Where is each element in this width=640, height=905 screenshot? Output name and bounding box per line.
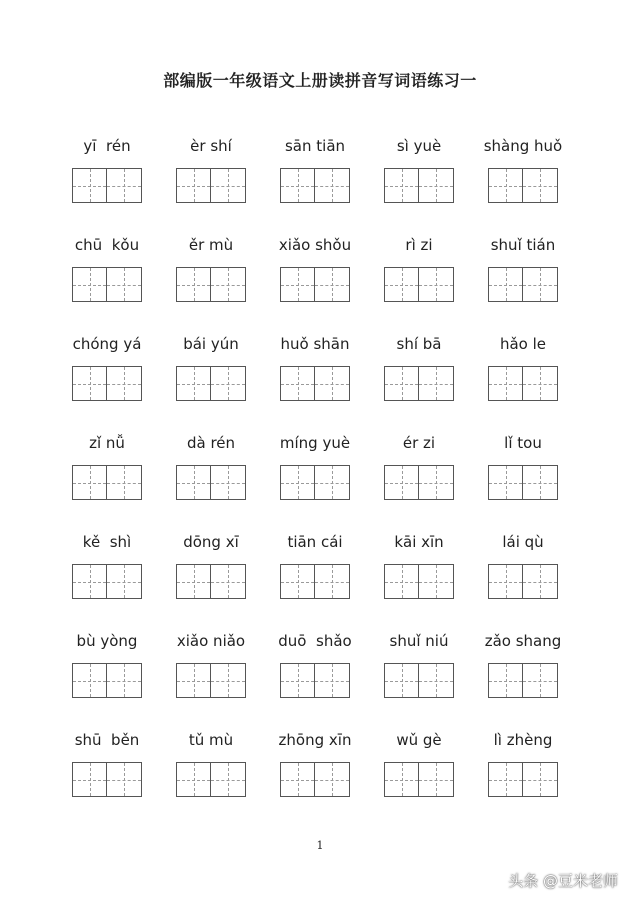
pinyin-label: sān tiān <box>284 137 346 155</box>
tianzige-box[interactable] <box>419 168 454 203</box>
writing-boxes <box>488 267 558 302</box>
tianzige-box[interactable] <box>176 168 211 203</box>
pinyin-label: dà rén <box>186 434 236 452</box>
tianzige-box[interactable] <box>72 366 107 401</box>
tianzige-box[interactable] <box>488 168 523 203</box>
writing-boxes <box>72 168 142 203</box>
tianzige-box[interactable] <box>176 762 211 797</box>
writing-boxes <box>384 267 454 302</box>
tianzige-box[interactable] <box>280 168 315 203</box>
word-item <box>55 330 159 429</box>
tianzige-box[interactable] <box>315 465 350 500</box>
tianzige-box[interactable] <box>488 663 523 698</box>
pinyin-label: shuǐ tián <box>490 236 556 254</box>
tianzige-box[interactable] <box>107 663 142 698</box>
writing-boxes <box>72 465 142 500</box>
pinyin-label: shí bā <box>396 335 442 353</box>
pinyin-label: zǎo shang <box>484 632 562 650</box>
writing-boxes <box>176 465 246 500</box>
tianzige-box[interactable] <box>384 168 419 203</box>
word-item <box>159 231 263 330</box>
pinyin-label: xiǎo niǎo <box>176 632 246 650</box>
pinyin-label: bù yòng <box>76 632 138 650</box>
word-item <box>471 726 575 825</box>
pinyin-label: shàng huǒ <box>483 137 563 155</box>
tianzige-box[interactable] <box>107 366 142 401</box>
watermark: 头条 @豆米老师 <box>508 872 618 890</box>
writing-boxes <box>72 663 142 698</box>
word-item <box>471 528 575 627</box>
writing-boxes <box>488 366 558 401</box>
writing-boxes <box>488 465 558 500</box>
word-item <box>367 429 471 528</box>
tianzige-box[interactable] <box>211 762 246 797</box>
pinyin-label: tǔ mù <box>188 731 234 749</box>
exercise-row <box>55 429 595 528</box>
pinyin-label: dōng xī <box>183 533 239 551</box>
exercise-row <box>55 528 595 627</box>
tianzige-box[interactable] <box>488 267 523 302</box>
writing-boxes <box>384 366 454 401</box>
tianzige-box[interactable] <box>523 762 558 797</box>
tianzige-box[interactable] <box>72 168 107 203</box>
tianzige-box[interactable] <box>176 366 211 401</box>
word-item <box>55 429 159 528</box>
tianzige-box[interactable] <box>523 267 558 302</box>
pinyin-label: lái qù <box>502 533 544 551</box>
word-item <box>263 528 367 627</box>
pinyin-exercise-grid <box>55 132 595 825</box>
tianzige-box[interactable] <box>315 564 350 599</box>
exercise-row <box>55 132 595 231</box>
tianzige-box[interactable] <box>419 663 454 698</box>
tianzige-box[interactable] <box>419 564 454 599</box>
pinyin-label: yī rén <box>83 137 131 155</box>
pinyin-label: kě shì <box>82 533 132 551</box>
tianzige-box[interactable] <box>384 465 419 500</box>
writing-boxes <box>176 267 246 302</box>
pinyin-label: chū kǒu <box>74 236 140 254</box>
pinyin-label: lì zhèng <box>493 731 553 749</box>
writing-boxes <box>176 762 246 797</box>
writing-boxes <box>280 762 350 797</box>
tianzige-box[interactable] <box>488 564 523 599</box>
exercise-row <box>55 726 595 825</box>
word-item <box>159 330 263 429</box>
pinyin-label: èr shí <box>190 137 232 155</box>
word-item <box>471 330 575 429</box>
tianzige-box[interactable] <box>384 564 419 599</box>
pinyin-label: bái yún <box>183 335 239 353</box>
page-title: 部编版一年级语文上册读拼音写词语练习一 <box>163 71 477 90</box>
pinyin-label: shuǐ niú <box>389 632 449 650</box>
tianzige-box[interactable] <box>315 366 350 401</box>
tianzige-box[interactable] <box>211 465 246 500</box>
word-item <box>471 429 575 528</box>
word-item <box>367 726 471 825</box>
word-item <box>263 627 367 726</box>
pinyin-label: sì yuè <box>396 137 442 155</box>
word-item <box>367 231 471 330</box>
tianzige-box[interactable] <box>211 366 246 401</box>
tianzige-box[interactable] <box>315 663 350 698</box>
tianzige-box[interactable] <box>280 663 315 698</box>
word-item <box>471 132 575 231</box>
pinyin-label: zhōng xīn <box>278 731 352 749</box>
page-number: 1 <box>316 839 324 852</box>
writing-boxes <box>72 267 142 302</box>
tianzige-box[interactable] <box>488 465 523 500</box>
writing-boxes <box>176 366 246 401</box>
pinyin-label: tiān cái <box>287 533 343 551</box>
word-item <box>55 627 159 726</box>
word-item <box>471 627 575 726</box>
exercise-row <box>55 330 595 429</box>
tianzige-box[interactable] <box>211 267 246 302</box>
pinyin-label: lǐ tou <box>504 434 542 452</box>
writing-boxes <box>280 465 350 500</box>
tianzige-box[interactable] <box>280 366 315 401</box>
tianzige-box[interactable] <box>72 465 107 500</box>
word-item <box>367 627 471 726</box>
writing-boxes <box>280 366 350 401</box>
word-item <box>159 627 263 726</box>
writing-boxes <box>488 663 558 698</box>
tianzige-box[interactable] <box>280 267 315 302</box>
word-item <box>263 132 367 231</box>
writing-boxes <box>280 564 350 599</box>
tianzige-box[interactable] <box>523 465 558 500</box>
tianzige-box[interactable] <box>523 168 558 203</box>
tianzige-box[interactable] <box>211 168 246 203</box>
tianzige-box[interactable] <box>488 366 523 401</box>
tianzige-box[interactable] <box>107 168 142 203</box>
word-item <box>471 231 575 330</box>
pinyin-label: kāi xīn <box>394 533 444 551</box>
tianzige-box[interactable] <box>107 762 142 797</box>
tianzige-box[interactable] <box>280 564 315 599</box>
writing-boxes <box>72 366 142 401</box>
tianzige-box[interactable] <box>107 564 142 599</box>
pinyin-label: míng yuè <box>279 434 351 452</box>
writing-boxes <box>176 663 246 698</box>
pinyin-label: ěr mù <box>188 236 234 254</box>
word-item <box>55 132 159 231</box>
word-item <box>367 528 471 627</box>
tianzige-box[interactable] <box>176 564 211 599</box>
word-item <box>55 726 159 825</box>
tianzige-box[interactable] <box>523 564 558 599</box>
word-item <box>263 726 367 825</box>
tianzige-box[interactable] <box>384 267 419 302</box>
word-item <box>367 330 471 429</box>
tianzige-box[interactable] <box>419 762 454 797</box>
word-item <box>159 132 263 231</box>
pinyin-label: hǎo le <box>499 335 547 353</box>
word-item <box>263 330 367 429</box>
tianzige-box[interactable] <box>176 465 211 500</box>
writing-boxes <box>384 168 454 203</box>
tianzige-box[interactable] <box>280 762 315 797</box>
exercise-row <box>55 231 595 330</box>
tianzige-box[interactable] <box>315 267 350 302</box>
tianzige-box[interactable] <box>72 267 107 302</box>
word-item <box>367 132 471 231</box>
tianzige-box[interactable] <box>280 465 315 500</box>
tianzige-box[interactable] <box>176 663 211 698</box>
word-item <box>159 528 263 627</box>
tianzige-box[interactable] <box>523 663 558 698</box>
pinyin-label: zǐ nǚ <box>89 434 125 452</box>
tianzige-box[interactable] <box>315 168 350 203</box>
pinyin-label: xiǎo shǒu <box>278 236 352 254</box>
tianzige-box[interactable] <box>176 267 211 302</box>
tianzige-box[interactable] <box>384 762 419 797</box>
tianzige-box[interactable] <box>72 663 107 698</box>
writing-boxes <box>384 564 454 599</box>
pinyin-label: ér zi <box>402 434 436 452</box>
tianzige-box[interactable] <box>107 267 142 302</box>
exercise-row <box>55 627 595 726</box>
writing-boxes <box>488 564 558 599</box>
writing-boxes <box>176 564 246 599</box>
tianzige-box[interactable] <box>211 564 246 599</box>
tianzige-box[interactable] <box>211 663 246 698</box>
writing-boxes <box>384 762 454 797</box>
pinyin-label: rì zi <box>405 236 433 254</box>
tianzige-box[interactable] <box>523 366 558 401</box>
writing-boxes <box>280 168 350 203</box>
tianzige-box[interactable] <box>419 366 454 401</box>
writing-boxes <box>488 762 558 797</box>
writing-boxes <box>280 267 350 302</box>
tianzige-box[interactable] <box>488 762 523 797</box>
tianzige-box[interactable] <box>315 762 350 797</box>
pinyin-label: duō shǎo <box>278 632 352 650</box>
writing-boxes <box>176 168 246 203</box>
word-item <box>159 429 263 528</box>
tianzige-box[interactable] <box>107 465 142 500</box>
word-item <box>263 231 367 330</box>
pinyin-label: wǔ gè <box>396 731 442 749</box>
tianzige-box[interactable] <box>419 267 454 302</box>
pinyin-label: shū běn <box>74 731 140 749</box>
word-item <box>159 726 263 825</box>
writing-boxes <box>280 663 350 698</box>
writing-boxes <box>488 168 558 203</box>
writing-boxes <box>72 564 142 599</box>
writing-boxes <box>384 663 454 698</box>
tianzige-box[interactable] <box>72 762 107 797</box>
writing-boxes <box>384 465 454 500</box>
pinyin-label: huǒ shān <box>280 335 350 353</box>
tianzige-box[interactable] <box>384 663 419 698</box>
tianzige-box[interactable] <box>419 465 454 500</box>
word-item <box>55 528 159 627</box>
word-item <box>263 429 367 528</box>
word-item <box>55 231 159 330</box>
writing-boxes <box>72 762 142 797</box>
tianzige-box[interactable] <box>72 564 107 599</box>
pinyin-label: chóng yá <box>72 335 142 353</box>
tianzige-box[interactable] <box>384 366 419 401</box>
